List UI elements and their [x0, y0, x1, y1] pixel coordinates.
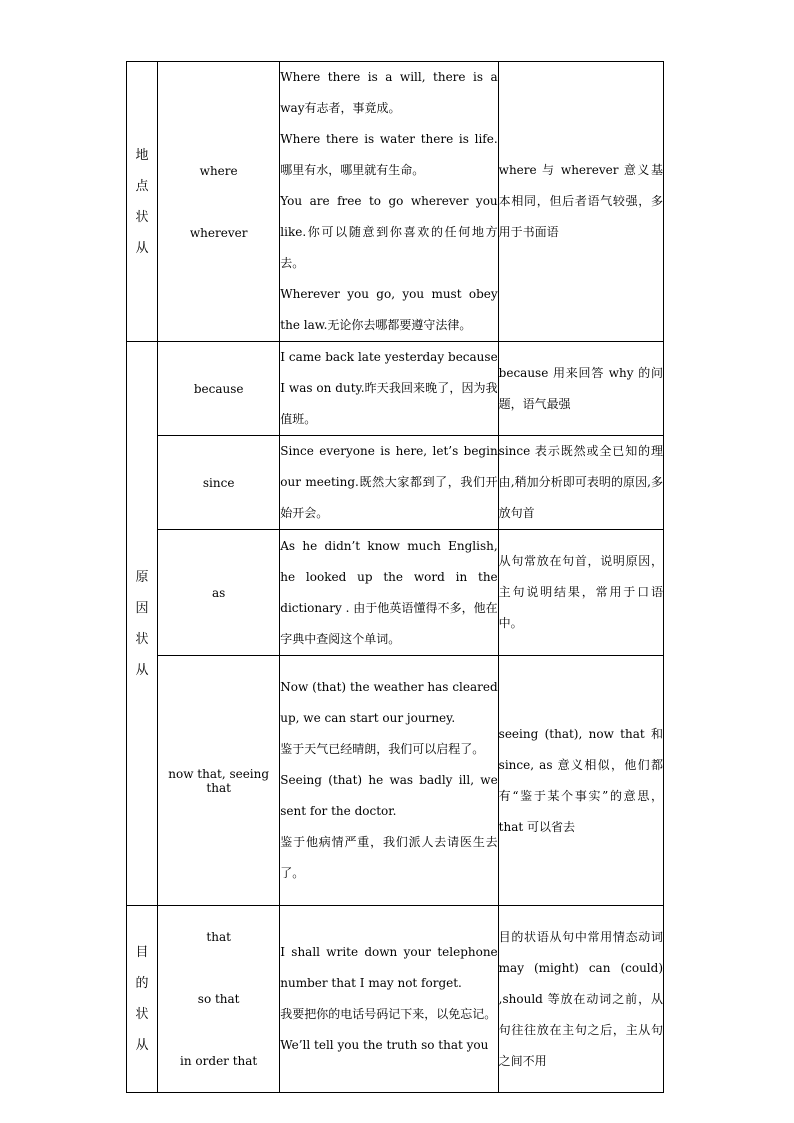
conjunction-as: as: [158, 530, 280, 656]
note-cell-purpose: 目的状语从句中常用情态动词 may (might) can (could) ,should 等放在动词之前，从句往往放在主句之后，主从句之间不用: [498, 906, 663, 1093]
example-cell-because: I came back late yesterday because I was on duty.昨天我回来晚了，因为我值班。: [280, 342, 498, 436]
conjunction-where: where: [199, 163, 238, 178]
conjunction-cell-purpose: [158, 906, 280, 1093]
example-cell-now-that: Now (that) the weather has cleared up, we can start our journey. 鉴于天气已经晴朗，我们可以启程了。 Seeing (that) he was badly ill, we sent for the doctor. 鉴于他病情严重，我们派人去请医生去了。: [280, 656, 498, 906]
example-cell-as: As he didn’t know much English, he looked up the word in the dictionary . 由于他英语懂得不多，他在字典中查阅这个单词。: [280, 530, 498, 656]
example-sentence: You are free to go wherever you like.你可以随意到你喜欢的任何地方去。: [280, 194, 498, 270]
conjunction-that: that: [206, 930, 231, 944]
table-row-purpose: [127, 906, 664, 1093]
example-sentence: Where there is a will, there is a way有志者，事竟成。: [280, 70, 498, 115]
example-cell-place: [280, 62, 498, 342]
conjunction-since: since: [158, 436, 280, 530]
example-sentence: Where there is water there is life.哪里有水，哪里就有生命。: [280, 132, 498, 177]
example-sentence: Wherever you go, you must obey the law.无论你去哪都要遵守法律。: [280, 287, 498, 332]
conjunction-because: because: [158, 342, 280, 436]
note-cell-place: where 与 wherever 意义基本相同，但后者语气较强，多用于书面语: [498, 62, 663, 342]
conjunction-in-order-that: in order that: [180, 1054, 258, 1068]
note-cell-as: 从句常放在句首，说明原因，主句说明结果，常用于口语中。: [498, 530, 663, 656]
table-row-now-that: [127, 656, 664, 906]
conjunction-wherever: wherever: [189, 225, 248, 240]
note-cell-now-that: seeing (that), now that 和 since, as 意义相似，他们都有“鉴于某个事实”的意思，that 可以省去: [498, 656, 663, 906]
table-row-because: [127, 342, 664, 436]
note-cell-since: since 表示既然或全已知的理由,稍加分析即可表明的原因,多放句首: [498, 436, 663, 530]
adverbial-clause-table: [126, 61, 664, 1093]
conjunction-cell-place: [158, 62, 280, 342]
example-cell-purpose: I shall write down your telephone number that I may not forget. 我要把你的电话号码记下来，以免忘记。 We’ll tell you the truth so that you: [280, 906, 498, 1093]
example-cell-since: Since everyone is here, let’s begin our meeting.既然大家都到了，我们开始开会。: [280, 436, 498, 530]
category-reason: 原 因 状 从: [127, 342, 158, 906]
conjunction-now-that: now that, seeing that: [158, 656, 280, 906]
category-place: 地 点 状 从: [127, 62, 158, 342]
table-row-since: [127, 436, 664, 530]
table-row-as: [127, 530, 664, 656]
category-purpose: 目 的 状 从: [127, 906, 158, 1093]
note-cell-because: because 用来回答 why 的问题，语气最强: [498, 342, 663, 436]
conjunction-so-that: so that: [197, 992, 240, 1006]
table-row-place: [127, 62, 664, 342]
